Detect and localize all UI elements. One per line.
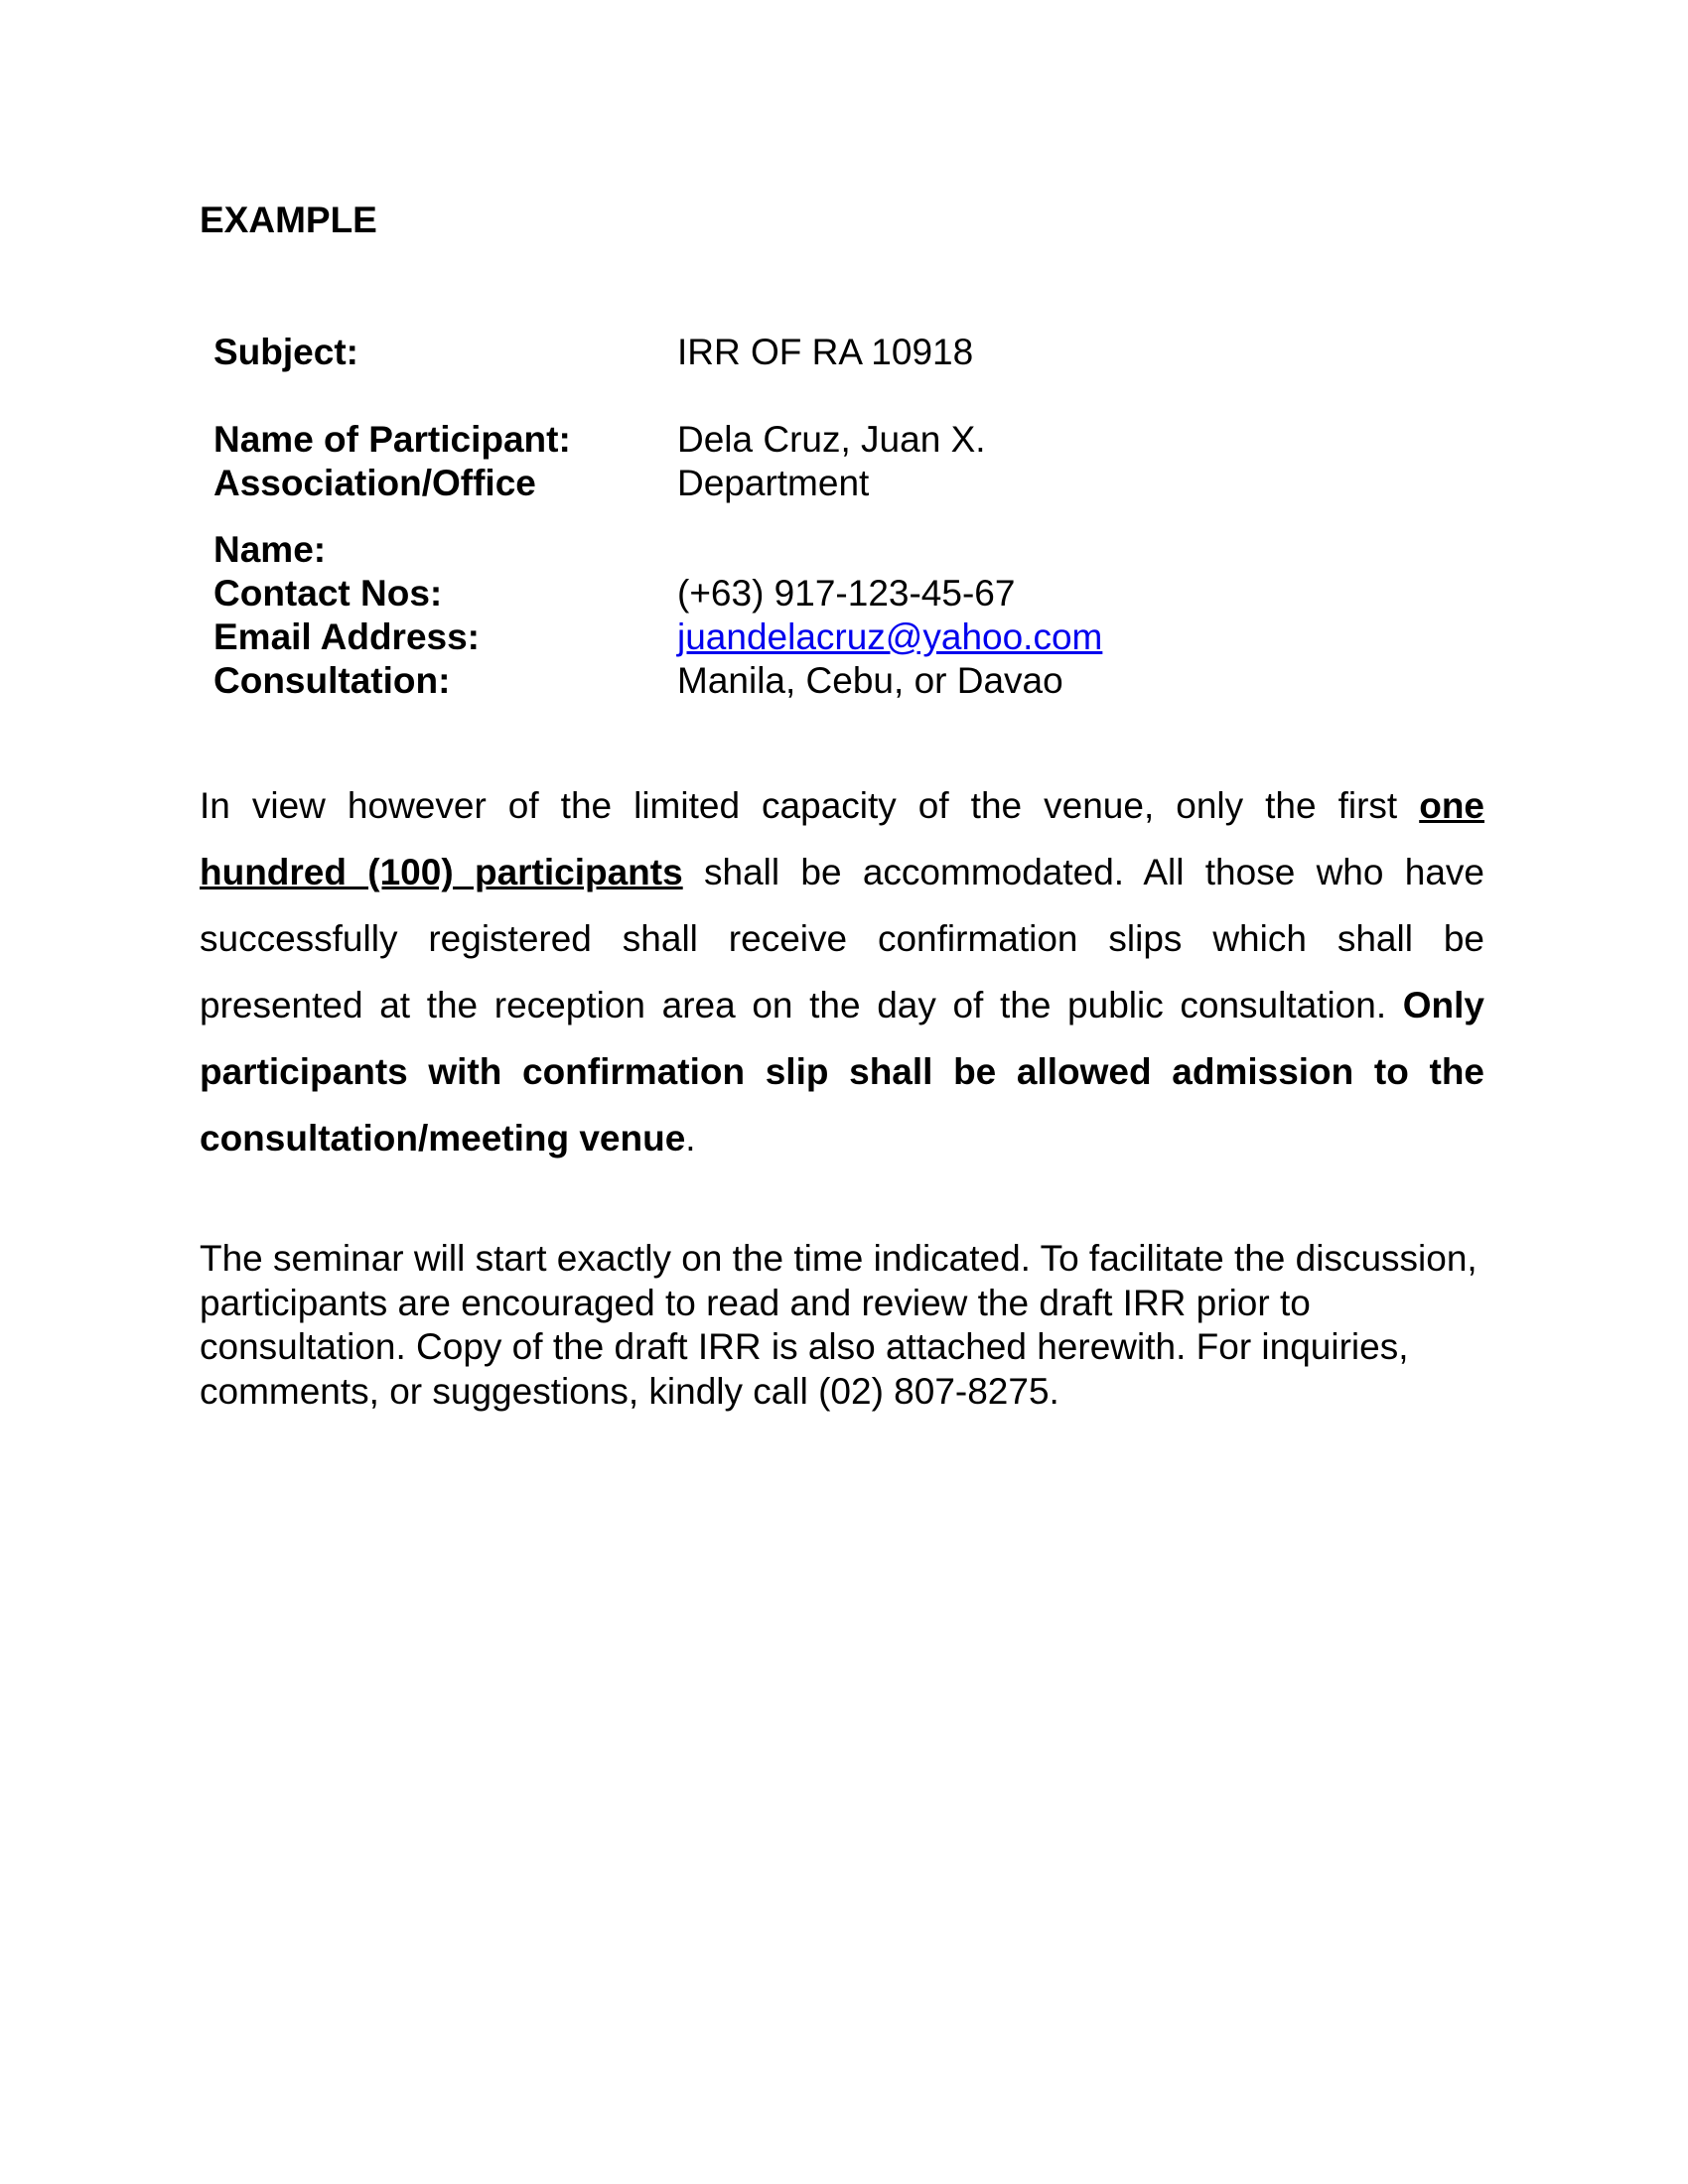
capacity-intro: In view however of the limited capacity of the venue, only the first	[200, 785, 1420, 826]
participant-value: Dela Cruz, Juan X.	[677, 419, 986, 460]
email-value	[677, 615, 1102, 659]
email-label: Email Address:	[213, 616, 480, 657]
contact-label: Contact Nos:	[213, 573, 443, 614]
subject-value: IRR OF RA 10918	[677, 332, 974, 372]
seminar-paragraph: The seminar will start exactly on the time indicated. To facilitate the discussion, participants are encouraged to read and review the draft IRR prior to consultation. Copy of the draft IRR is also attached herewith. For inquiries, comments, or suggestions, kindly call (02) 807-8275.	[200, 1238, 1477, 1412]
admission-notice: Only participants with confirmation slip shall be allowed admission to the consultation/meeting venue	[200, 985, 1484, 1159]
subject-label: Subject:	[213, 332, 358, 372]
capacity-limit: one hundred (100) participants	[200, 785, 1484, 892]
participant-label: Name of Participant:	[213, 419, 571, 460]
capacity-paragraph	[200, 772, 1484, 1171]
capacity-middle: shall be accommodated. All those who have successfully registered shall receive confirmation slips which shall be presented at the reception area on the day of the public consultation.	[200, 852, 1484, 1025]
email-link[interactable]: juandelacruz@yahoo.com	[677, 616, 1103, 657]
contact-value: (+63) 917-123-45-67	[677, 573, 1016, 614]
association-label: Association/Office	[213, 463, 536, 503]
association-value: Department	[677, 463, 870, 503]
capacity-end: .	[685, 1118, 696, 1159]
association-name-label: Name:	[213, 529, 327, 570]
consultation-label: Consultation:	[213, 660, 451, 701]
page-heading: EXAMPLE	[200, 200, 377, 240]
consultation-value: Manila, Cebu, or Davao	[677, 660, 1063, 701]
